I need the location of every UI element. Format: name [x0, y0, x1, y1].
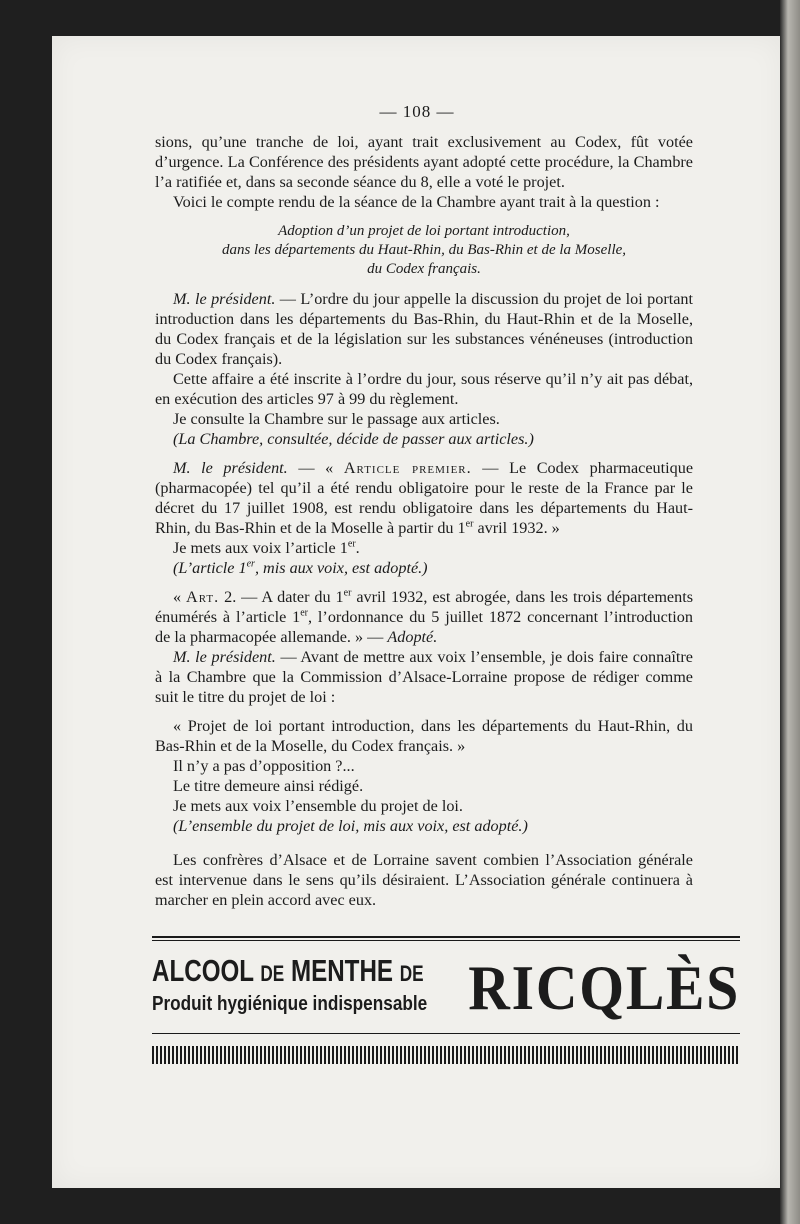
paragraph-president-1	[155, 289, 693, 369]
paragraph-president-2	[155, 647, 693, 707]
ad-word-de-2: DE	[399, 961, 424, 986]
adopted-text: (L’article 1	[173, 559, 247, 577]
vote-text-end: .	[355, 539, 360, 557]
paragraph-opposition: Il n’y a pas d’opposition ?...	[173, 757, 355, 775]
speaker-label: M. le président.	[173, 459, 288, 477]
paragraph-chambre-consultee: (La Chambre, consultée, décide de passer aux articles.)	[173, 430, 534, 448]
ad-word-alcool: ALCOOL	[152, 953, 254, 988]
paragraph-article-premier	[155, 458, 693, 538]
speaker-label: M. le président.	[173, 648, 276, 666]
paragraph-intro: sions, qu’une tranche de loi, ayant trait exclusivement au Codex, fût votée d’urgence. La Conférence des présidents ayant adopté cette procédure, la Chambre l’a ratifiée et, dans sa seconde séance du 8, elle a voté le projet.	[155, 133, 693, 191]
article-2-text-b: avril 1932, est abrogée, dans les trois départements énumérés à l’article 1	[155, 588, 693, 626]
speech-text: — L’ordre du jour appelle la discussion du projet de loi portant introduction dans les départements du Bas-Rhin, du Haut-Rhin et de la Moselle, du Codex français et de la législation sur les substances vénéneuses (introduction du Codex français).	[155, 290, 693, 368]
ordinal-sup: er	[347, 538, 356, 550]
paragraph-vote-article	[155, 538, 693, 558]
ordinal-sup: er	[465, 518, 474, 530]
ad-word-menthe: MENTHE	[290, 953, 394, 988]
adjacent-page-edge	[780, 0, 800, 1224]
ad-bottom-rule	[152, 1033, 740, 1034]
article-body	[155, 132, 693, 910]
article-text-end: avril 1932. »	[473, 519, 560, 537]
ad-decorative-bar-pattern	[152, 1046, 740, 1064]
article-2-text-a: 2. — A dater du 1	[219, 588, 344, 606]
bill-title-line-1: Adoption d’un projet de loi portant introduction,	[278, 223, 570, 239]
paragraph-voici: Voici le compte rendu de la séance de la Chambre ayant trait à la question :	[173, 193, 660, 211]
paragraph-conclusion: Les confrères d’Alsace et de Lorraine savent combien l’Association générale est intervenue dans le sens qu’ils désiraient. L’Association générale continuera à marcher en plein accord avec eux.	[155, 851, 693, 909]
adopte-label: Adopté.	[387, 628, 438, 646]
bill-title-line-2: dans les départements du Haut-Rhin, du Bas-Rhin et de la Moselle,	[221, 242, 627, 258]
paragraph-vote-ensemble: Je mets aux voix l’ensemble du projet de loi.	[173, 797, 463, 815]
paragraph-inscription: Cette affaire a été inscrite à l’ordre du jour, sous réserve qu’il n’y ait pas débat, en exécution des articles 97 à 99 du règlement.	[155, 370, 693, 408]
bill-title	[155, 222, 693, 279]
ad-content	[152, 941, 740, 1027]
scanned-page	[52, 36, 782, 1188]
ad-product-name	[152, 953, 424, 989]
speech-text: — Avant de mettre aux voix l’ensemble, je dois faire connaître à la Chambre que la Commission d’Alsace-Lorraine propose de rédiger comme suit le titre du projet de loi :	[155, 648, 693, 706]
quote-open: — «	[287, 459, 344, 477]
article-heading: Article premier.	[343, 459, 472, 477]
paragraph-article-2	[155, 587, 693, 647]
advertisement-block	[152, 936, 740, 1064]
paragraph-titre-redige: Le titre demeure ainsi rédigé.	[173, 777, 364, 795]
adopted-text-end: , mis aux voix, est adopté.)	[254, 559, 428, 577]
ordinal-sup: er	[343, 587, 352, 599]
paragraph-consulte: Je consulte la Chambre sur le passage aux articles.	[173, 410, 500, 428]
vote-text: Je mets aux voix l’article 1	[173, 539, 348, 557]
page-number: — 108 —	[379, 102, 455, 121]
article-2-heading: Art.	[186, 588, 220, 606]
paragraph-ensemble-adopte: (L’ensemble du projet de loi, mis aux voix, est adopté.)	[173, 817, 528, 835]
speaker-label: M. le président.	[173, 290, 276, 308]
quote-open: «	[173, 588, 187, 606]
article-2-text-c: , l’ordonnance du 5 juillet 1872 concernant l’introduction de la pharmacopée allemande. » —	[155, 608, 693, 646]
ad-top-rule	[152, 936, 740, 938]
paragraph-titre-projet: « Projet de loi portant introduction, dans les départements du Haut-Rhin, du Bas-Rhin et de la Moselle, du Codex français. »	[155, 717, 693, 755]
paragraph-article-adopte	[155, 558, 693, 578]
ad-tagline: Produit hygiénique indispensable	[152, 993, 428, 1015]
ordinal-sup: er	[246, 558, 255, 570]
ad-word-de: DE	[260, 961, 285, 986]
bill-title-line-3: du Codex français.	[367, 261, 481, 277]
ordinal-sup: er	[300, 607, 309, 619]
ad-brand-name: RICQLÈS	[468, 952, 740, 1023]
article-text: — Le Codex pharmaceutique (pharmacopée) tel qu’il a été rendu obligatoire pour le reste de la France par le décret du 17 juillet 1908, est rendu obligatoire dans les départements du Haut-Rhin, du Bas-Rhin et de la Moselle à partir du 1	[155, 459, 693, 537]
